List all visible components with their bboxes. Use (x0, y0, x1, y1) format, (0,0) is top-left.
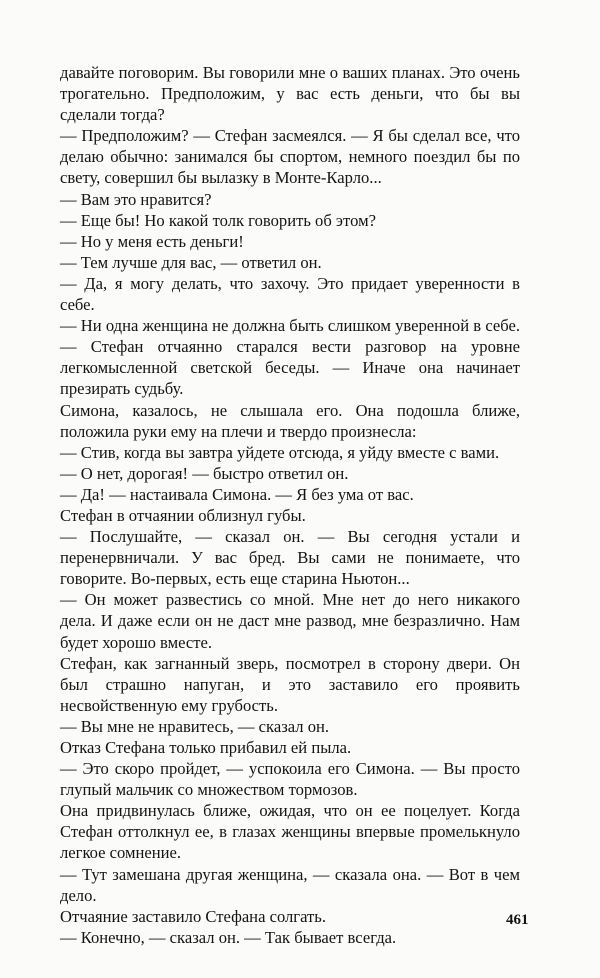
body-text (60, 62, 520, 948)
paragraph-8: — Ни одна женщина не должна быть слишком уверенной в себе. — Стефан отчаянно старался вести разговор на уровне легкомысленной светской беседы. — Иначе она начинает презирать судьбу. (60, 316, 520, 399)
paragraph-14: — Послушайте, — сказал он. — Вы сегодня устали и перенервничали. У вас бред. Вы сами не понимаете, что говорите. Во-первых, есть еще старина Ньютон... (60, 527, 520, 589)
paragraph-3: — Вам это нравится? (60, 189, 212, 209)
paragraph-20: Она придвинулась ближе, ожидая, что он ее поцелует. Когда Стефан оттолкнул ее, в глазах женщины впервые промелькнуло легкое сомнение. (60, 801, 520, 863)
paragraph-15: — Он может развестись со мной. Мне нет до него никакого дела. И даже если он не даст мне развод, мне безразлично. Нам будет хорошо вместе. (60, 590, 520, 652)
paragraph-11: — О нет, дорогая! — быстро ответил он. (60, 463, 349, 483)
paragraph-6: — Тем лучше для вас, — ответил он. (60, 252, 322, 272)
paragraph-9: Симона, казалось, не слышала его. Она подошла ближе, положила руки ему на плечи и твердо произнесла: (60, 400, 520, 441)
paragraph-10: — Стив, когда вы завтра уйдете отсюда, я уйду вместе с вами. (60, 442, 500, 462)
paragraph-16: Стефан, как загнанный зверь, посмотрел в сторону двери. Он был страшно напуган, и это заставило его проявить несвойственную ему грубость. (60, 653, 520, 715)
paragraph-22: Отчаяние заставило Стефана солгать. (60, 906, 327, 926)
paragraph-12: — Да! — настаивала Симона. — Я без ума от вас. (60, 484, 414, 504)
paragraph-17: — Вы мне не нравитесь, — сказал он. (60, 716, 330, 736)
paragraph-23: — Конечно, — сказал он. — Так бывает всегда. (60, 927, 397, 947)
page-number: 461 (506, 912, 529, 928)
paragraph-1: давайте поговорим. Вы говорили мне о ваших планах. Это очень трогательно. Предположим, у вас есть деньги, что бы вы сделали тогда? (60, 63, 520, 125)
paragraph-19: — Это скоро пройдет, — успокоила его Симона. — Вы просто глупый мальчик со множеством тормозов. (60, 759, 520, 800)
paragraph-4: — Еще бы! Но какой толк говорить об этом? (60, 210, 376, 230)
paragraph-2: — Предположим? — Стефан засмеялся. — Я бы сделал все, что делаю обычно: занимался бы спортом, немного поездил бы по свету, совершил бы вылазку в Монте-Карло... (60, 126, 520, 188)
paragraph-5: — Но у меня есть деньги! (60, 231, 244, 251)
paragraph-13: Стефан в отчаянии облизнул губы. (60, 505, 306, 525)
paragraph-18: Отказ Стефана только прибавил ей пыла. (60, 738, 352, 757)
paragraph-7: — Да, я могу делать, что захочу. Это придает уверенности в себе. (60, 273, 520, 315)
paragraph-21: — Тут замешана другая женщина, — сказала она. — Вот в чем дело. (60, 864, 520, 905)
